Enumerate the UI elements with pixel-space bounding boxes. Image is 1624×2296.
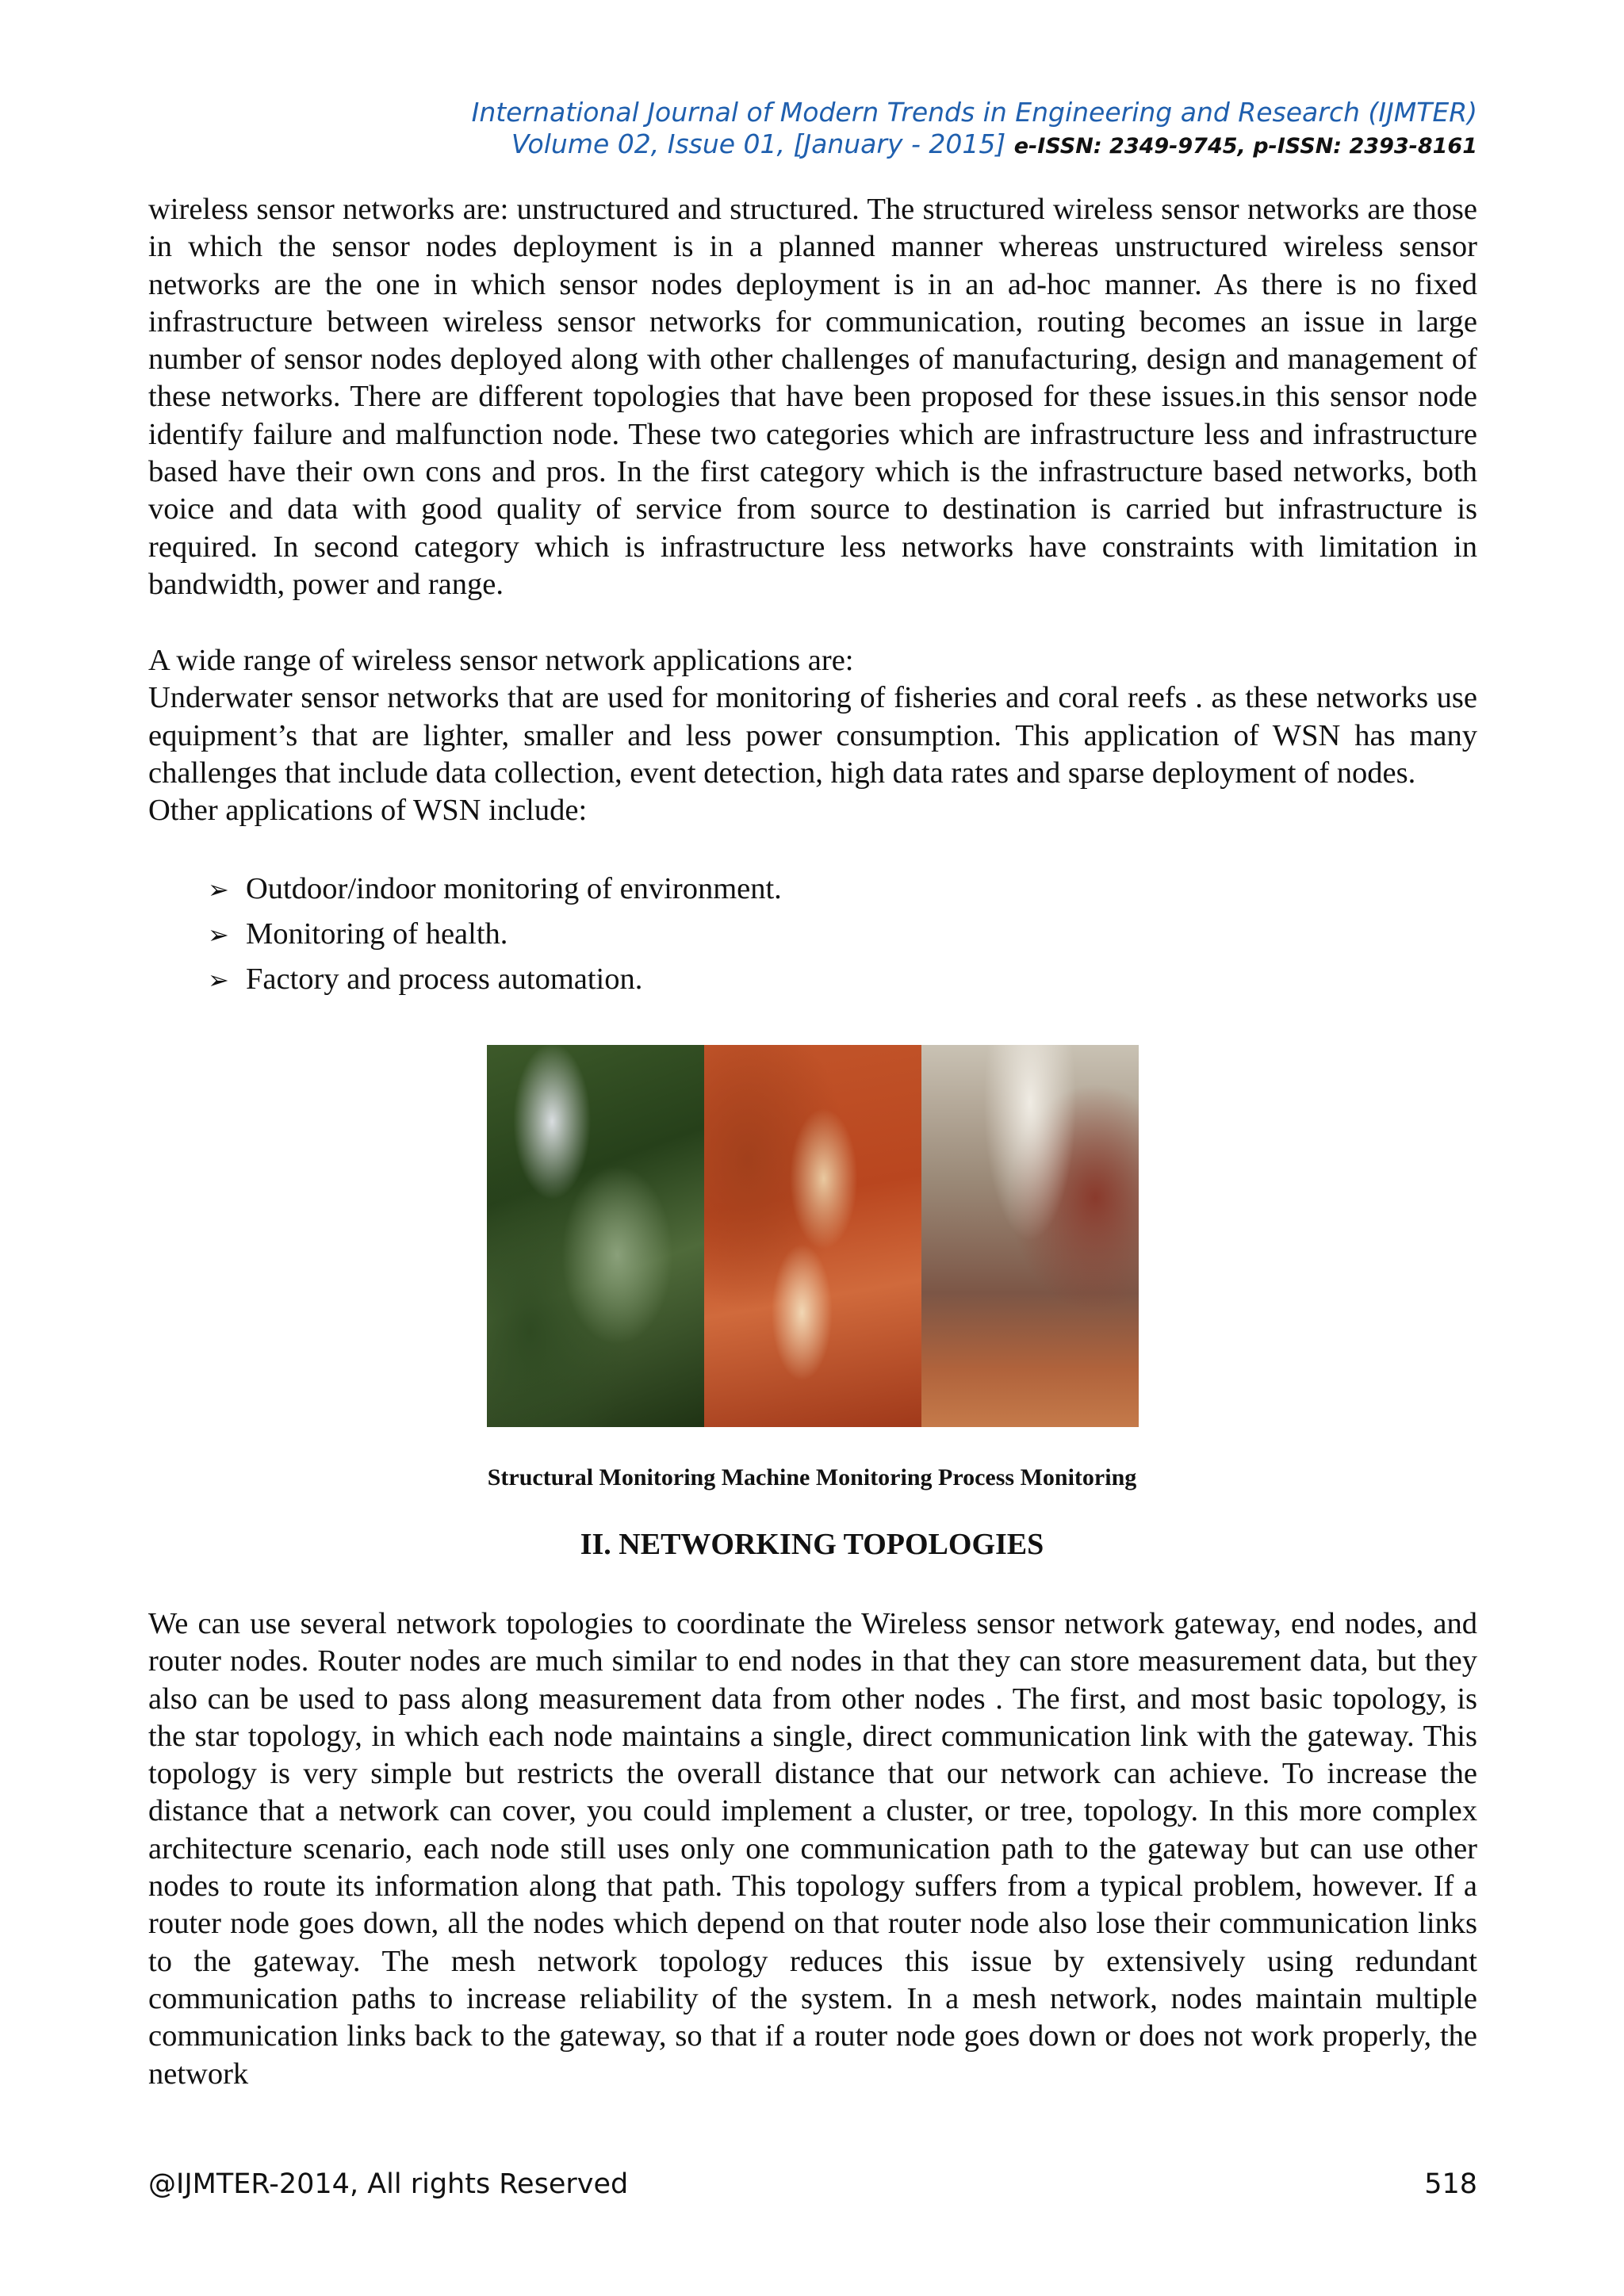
volume-issue: Volume 02, Issue 01, [January - 2015] bbox=[511, 128, 1006, 159]
page-number: 518 bbox=[1424, 2168, 1477, 2200]
list-item bbox=[208, 867, 782, 912]
underwater-paragraph: Underwater sensor networks that are used for monitoring of fisheries and coral reefs . as these networks use equipment’s that are lighter, smaller and less power consumption. This application of WSN has many challenges that include data collection, event detection, high data rates and sparse deployment of nodes. bbox=[148, 681, 1477, 790]
applications-section bbox=[148, 642, 1477, 829]
applications-list bbox=[208, 867, 782, 1002]
issn-numbers: e-ISSN: 2349-9745, p-ISSN: 2393-8161 bbox=[1013, 134, 1477, 159]
monitoring-figure bbox=[487, 1045, 1139, 1427]
machine-monitoring-photo bbox=[704, 1045, 921, 1427]
copyright-notice: @IJMTER-2014, All rights Reserved bbox=[148, 2168, 629, 2200]
page-footer bbox=[148, 2168, 1477, 2200]
journal-title: International Journal of Modern Trends in Engineering and Research (IJMTER) bbox=[471, 97, 1477, 128]
arrow-bullet-icon: ➢ bbox=[208, 966, 229, 994]
list-item-text: Factory and process automation. bbox=[246, 962, 643, 996]
process-monitoring-photo bbox=[921, 1045, 1139, 1427]
intro-paragraph: wireless sensor networks are: unstructured and structured. The structured wireless sensor networks are those in which the sensor nodes deployment is in a planned manner whereas unstructured wireless sensor networks are the one in which sensor nodes deployment is in an ad-hoc manner. As there is no fixed infrastructure between wireless sensor networks for communication, routing becomes an issue in large number of sensor nodes deployed along with other challenges of manufacturing, design and management of these networks. There are different topologies that have been proposed for these issues.in this sensor node identify failure and malfunction node. These two categories which are infrastructure less and infrastructure based have their own cons and pros. In the first category which is the infrastructure based networks, both voice and data with good quality of service from source to destination is carried but infrastructure is required. In second category which is infrastructure less networks have constraints with limitation in bandwidth, power and range. bbox=[148, 193, 1477, 601]
topologies-paragraph: We can use several network topologies to coordinate the Wireless sensor network gateway, end nodes, and router nodes. Router nodes are much similar to end nodes in that they can store measurement data, but they also can be used to pass along measurement data from other nodes . The first, and most basic topology, is the star topology, in which each node maintains a single, direct communication link with the gateway. This topology is very simple but restricts the overall distance that our network can achieve. To increase the distance that a network can cover, you could implement a cluster, or tree, topology. In this more complex architecture scenario, each node still uses only one communication path to the gateway but can use other nodes to route its information along that path. This topology suffers from a typical problem, however. If a router node goes down, all the nodes which depend on that router node also lose their communication links to the gateway. The mesh network topology reduces this issue by extensively using redundant communication paths to increase reliability of the system. In a mesh network, nodes maintain multiple communication links back to the gateway, so that if a router node goes down or does not work properly, the network bbox=[148, 1607, 1477, 2091]
list-item bbox=[208, 957, 782, 1002]
volume-line bbox=[472, 128, 1477, 163]
arrow-bullet-icon: ➢ bbox=[208, 875, 229, 904]
list-item bbox=[208, 912, 782, 957]
running-header bbox=[472, 97, 1477, 163]
list-item-text: Monitoring of health. bbox=[246, 917, 508, 951]
structural-monitoring-photo bbox=[487, 1045, 704, 1427]
figure-caption: Structural Monitoring Machine Monitoring Process Monitoring bbox=[487, 1464, 1137, 1490]
intro-section bbox=[148, 191, 1477, 603]
applications-lead: A wide range of wireless sensor network applications are: bbox=[148, 644, 854, 677]
other-applications-lead: Other applications of WSN include: bbox=[148, 794, 588, 828]
section-heading: II. NETWORKING TOPOLOGIES bbox=[580, 1528, 1044, 1561]
list-item-text: Outdoor/indoor monitoring of environment. bbox=[246, 872, 782, 905]
arrow-bullet-icon: ➢ bbox=[208, 920, 229, 949]
topologies-section bbox=[148, 1605, 1477, 2093]
